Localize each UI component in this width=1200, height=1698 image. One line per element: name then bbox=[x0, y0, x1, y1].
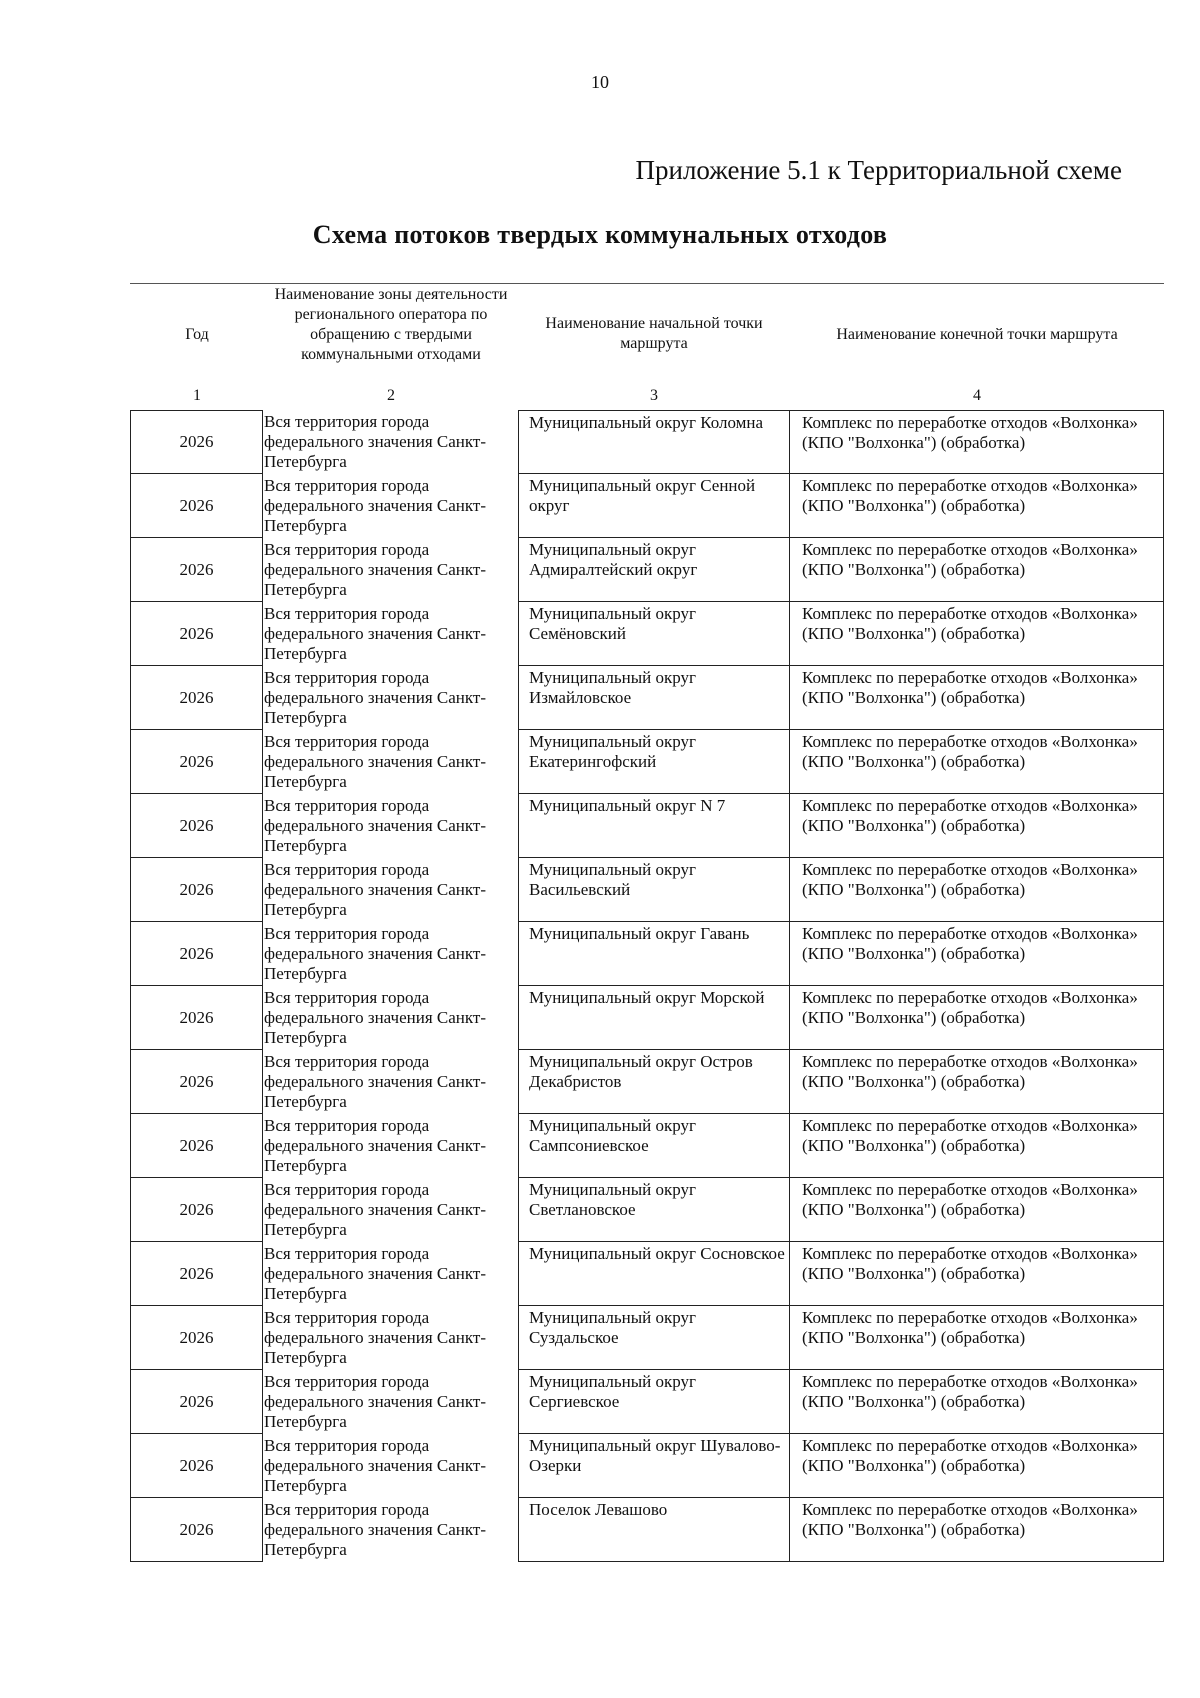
end-point-cell-text: Комплекс по переработке отходов «Волхонка» (КПО "Волхонка") (обработка) bbox=[802, 1052, 1138, 1091]
year-cell bbox=[130, 1370, 263, 1434]
table-row bbox=[130, 1370, 1164, 1434]
table-row bbox=[130, 1050, 1164, 1114]
end-point-cell-text: Комплекс по переработке отходов «Волхонка» (КПО "Волхонка") (обработка) bbox=[802, 1500, 1138, 1539]
end-point-cell bbox=[790, 986, 1164, 1050]
table-row bbox=[130, 1178, 1164, 1242]
header-start-point: Наименование начальной точки маршрута bbox=[545, 315, 763, 352]
zone-cell-text: Вся территория города федерального значения Санкт-Петербурга bbox=[264, 540, 487, 599]
table-row bbox=[130, 730, 1164, 794]
year-cell bbox=[130, 1050, 263, 1114]
year-cell bbox=[130, 922, 263, 986]
end-point-cell bbox=[790, 858, 1164, 922]
table-row bbox=[130, 986, 1164, 1050]
start-point-cell-text: Муниципальный округ Семёновский bbox=[529, 604, 696, 643]
zone-cell-text: Вся территория города федерального значения Санкт-Петербурга bbox=[264, 604, 487, 663]
end-point-cell-text: Комплекс по переработке отходов «Волхонка» (КПО "Волхонка") (обработка) bbox=[802, 988, 1138, 1027]
end-point-cell bbox=[790, 1434, 1164, 1498]
start-point-cell-text: Муниципальный округ Суздальское bbox=[529, 1308, 696, 1347]
start-point-cell-text: Муниципальный округ Сосновское bbox=[529, 1244, 785, 1263]
start-point-cell-text: Муниципальный округ Светлановское bbox=[529, 1180, 696, 1219]
end-point-cell bbox=[790, 538, 1164, 602]
year-cell-text: 2026 bbox=[179, 432, 214, 451]
start-point-cell-text: Муниципальный округ Измайловское bbox=[529, 668, 696, 707]
end-point-cell bbox=[790, 1498, 1164, 1562]
year-cell bbox=[130, 794, 263, 858]
zone-cell-text: Вся территория города федерального значения Санкт-Петербурга bbox=[264, 1180, 487, 1239]
start-point-cell bbox=[518, 730, 790, 794]
table-row bbox=[130, 922, 1164, 986]
zone-cell-text: Вся территория города федерального значения Санкт-Петербурга bbox=[264, 860, 487, 919]
year-cell bbox=[130, 1242, 263, 1306]
start-point-cell bbox=[518, 1178, 790, 1242]
year-cell-text: 2026 bbox=[179, 623, 214, 643]
zone-cell-text: Вся территория города федерального значения Санкт-Петербурга bbox=[264, 1372, 487, 1431]
end-point-cell bbox=[790, 1114, 1164, 1178]
table-row bbox=[130, 1242, 1164, 1306]
start-point-cell-text: Муниципальный округ Шувалово-Озерки bbox=[529, 1436, 781, 1475]
header-zone: Наименование зоны деятельности регионального оператора по обращению с твердыми коммунальными отходами bbox=[274, 286, 508, 363]
start-point-cell bbox=[518, 1434, 790, 1498]
year-cell bbox=[130, 602, 263, 666]
year-cell-text: 2026 bbox=[179, 879, 214, 899]
header-year: Год bbox=[185, 326, 209, 343]
end-point-cell bbox=[790, 1050, 1164, 1114]
column-number: 1 bbox=[193, 387, 201, 404]
zone-cell-text: Вся территория города федерального значения Санкт-Петербурга bbox=[264, 796, 487, 855]
end-point-cell bbox=[790, 730, 1164, 794]
year-cell bbox=[130, 986, 263, 1050]
year-cell-text: 2026 bbox=[179, 1455, 214, 1475]
zone-cell-text: Вся территория города федерального значения Санкт-Петербурга bbox=[264, 988, 487, 1047]
table-row bbox=[130, 1114, 1164, 1178]
end-point-cell bbox=[790, 666, 1164, 730]
end-point-cell bbox=[790, 410, 1164, 474]
end-point-cell-text: Комплекс по переработке отходов «Волхонка» (КПО "Волхонка") (обработка) bbox=[802, 796, 1138, 835]
year-cell-text: 2026 bbox=[179, 687, 214, 707]
table-row bbox=[130, 602, 1164, 666]
table-row bbox=[130, 794, 1164, 858]
end-point-cell-text: Комплекс по переработке отходов «Волхонка» (КПО "Волхонка") (обработка) bbox=[802, 732, 1138, 771]
end-point-cell-text: Комплекс по переработке отходов «Волхонка» (КПО "Волхонка") (обработка) bbox=[802, 413, 1138, 452]
zone-cell-text: Вся территория города федерального значения Санкт-Петербурга bbox=[264, 1308, 487, 1367]
year-cell bbox=[130, 666, 263, 730]
end-point-cell-text: Комплекс по переработке отходов «Волхонка» (КПО "Волхонка") (обработка) bbox=[802, 604, 1138, 643]
zone-cell-text: Вся территория города федерального значения Санкт-Петербурга bbox=[264, 732, 487, 791]
year-cell bbox=[130, 1306, 263, 1370]
start-point-cell bbox=[518, 474, 790, 538]
year-cell-text: 2026 bbox=[179, 495, 214, 515]
start-point-cell bbox=[518, 538, 790, 602]
year-cell-text: 2026 bbox=[179, 559, 214, 579]
column-number: 3 bbox=[650, 387, 658, 404]
end-point-cell-text: Комплекс по переработке отходов «Волхонка» (КПО "Волхонка") (обработка) bbox=[802, 1180, 1138, 1219]
year-cell bbox=[130, 1114, 263, 1178]
end-point-cell-text: Комплекс по переработке отходов «Волхонка» (КПО "Волхонка") (обработка) bbox=[802, 1372, 1138, 1411]
end-point-cell-text: Комплекс по переработке отходов «Волхонка» (КПО "Волхонка") (обработка) bbox=[802, 668, 1138, 707]
end-point-cell bbox=[790, 1306, 1164, 1370]
year-cell bbox=[130, 1434, 263, 1498]
start-point-cell bbox=[518, 602, 790, 666]
start-point-cell-text: Муниципальный округ Екатерингофский bbox=[529, 732, 696, 771]
zone-cell-text: Вся территория города федерального значения Санкт-Петербурга bbox=[264, 924, 487, 983]
appendix-heading: Приложение 5.1 к Территориальной схеме bbox=[635, 155, 1122, 185]
table-row bbox=[130, 666, 1164, 730]
header-rule bbox=[130, 283, 1164, 284]
year-cell bbox=[130, 1498, 263, 1562]
start-point-cell bbox=[518, 922, 790, 986]
zone-cell-text: Вся территория города федерального значения Санкт-Петербурга bbox=[264, 1052, 487, 1111]
table-row bbox=[130, 538, 1164, 602]
year-cell-text: 2026 bbox=[179, 751, 214, 771]
year-cell-text: 2026 bbox=[179, 943, 214, 963]
column-number: 2 bbox=[387, 387, 395, 404]
start-point-cell bbox=[518, 858, 790, 922]
year-cell-text: 2026 bbox=[179, 1135, 214, 1155]
end-point-cell-text: Комплекс по переработке отходов «Волхонка» (КПО "Волхонка") (обработка) bbox=[802, 1436, 1138, 1475]
end-point-cell-text: Комплекс по переработке отходов «Волхонка» (КПО "Волхонка") (обработка) bbox=[802, 860, 1138, 899]
end-point-cell-text: Комплекс по переработке отходов «Волхонка» (КПО "Волхонка") (обработка) bbox=[802, 1244, 1138, 1283]
year-cell-text: 2026 bbox=[179, 1519, 214, 1539]
end-point-cell bbox=[790, 1178, 1164, 1242]
start-point-cell-text: Поселок Левашово bbox=[529, 1500, 668, 1519]
year-cell bbox=[130, 538, 263, 602]
end-point-cell-text: Комплекс по переработке отходов «Волхонка» (КПО "Волхонка") (обработка) bbox=[802, 476, 1138, 515]
end-point-cell-text: Комплекс по переработке отходов «Волхонка» (КПО "Волхонка") (обработка) bbox=[802, 1308, 1138, 1347]
end-point-cell-text: Комплекс по переработке отходов «Волхонка» (КПО "Волхонка") (обработка) bbox=[802, 1116, 1138, 1155]
year-cell-text: 2026 bbox=[179, 1391, 214, 1411]
zone-cell-text: Вся территория города федерального значения Санкт-Петербурга bbox=[264, 412, 487, 471]
start-point-cell bbox=[518, 1242, 790, 1306]
end-point-cell-text: Комплекс по переработке отходов «Волхонка» (КПО "Волхонка") (обработка) bbox=[802, 540, 1138, 579]
year-cell bbox=[130, 1178, 263, 1242]
start-point-cell-text: Муниципальный округ Васильевский bbox=[529, 860, 696, 899]
start-point-cell-text: Муниципальный округ Сенной округ bbox=[529, 476, 756, 515]
end-point-cell bbox=[790, 602, 1164, 666]
start-point-cell bbox=[518, 1114, 790, 1178]
year-cell bbox=[130, 858, 263, 922]
zone-cell-text: Вся территория города федерального значения Санкт-Петербурга bbox=[264, 1116, 487, 1175]
year-cell-text: 2026 bbox=[179, 1071, 214, 1091]
start-point-cell-text: Муниципальный округ Остров Декабристов bbox=[529, 1052, 753, 1091]
end-point-cell-text: Комплекс по переработке отходов «Волхонка» (КПО "Волхонка") (обработка) bbox=[802, 924, 1138, 963]
year-cell-text: 2026 bbox=[179, 1007, 214, 1027]
start-point-cell bbox=[518, 1306, 790, 1370]
start-point-cell bbox=[518, 986, 790, 1050]
table-row bbox=[130, 474, 1164, 538]
start-point-cell-text: Муниципальный округ Коломна bbox=[529, 413, 764, 432]
year-cell-text: 2026 bbox=[179, 815, 214, 835]
year-cell bbox=[130, 730, 263, 794]
start-point-cell-text: Муниципальный округ Сампсониевское bbox=[529, 1116, 696, 1155]
year-cell-text: 2026 bbox=[179, 1199, 214, 1219]
start-point-cell bbox=[518, 794, 790, 858]
end-point-cell bbox=[790, 474, 1164, 538]
column-number: 4 bbox=[973, 387, 981, 404]
start-point-cell bbox=[518, 1050, 790, 1114]
table-row bbox=[130, 1498, 1164, 1562]
end-point-cell bbox=[790, 1242, 1164, 1306]
year-cell-text: 2026 bbox=[179, 1327, 214, 1347]
zone-cell-text: Вся территория города федерального значения Санкт-Петербурга bbox=[264, 476, 487, 535]
table-row bbox=[130, 410, 1164, 474]
year-cell-text: 2026 bbox=[179, 1263, 214, 1283]
table-row bbox=[130, 858, 1164, 922]
start-point-cell-text: Муниципальный округ Морской bbox=[529, 988, 765, 1007]
zone-cell-text: Вся территория города федерального значения Санкт-Петербурга bbox=[264, 668, 487, 727]
start-point-cell bbox=[518, 1498, 790, 1562]
header-end-point: Наименование конечной точки маршрута bbox=[836, 326, 1118, 343]
start-point-cell-text: Муниципальный округ Сергиевское bbox=[529, 1372, 696, 1411]
end-point-cell bbox=[790, 794, 1164, 858]
start-point-cell-text: Муниципальный округ Гавань bbox=[529, 924, 750, 943]
start-point-cell bbox=[518, 666, 790, 730]
page-number: 10 bbox=[591, 72, 609, 92]
zone-cell-text: Вся территория города федерального значения Санкт-Петербурга bbox=[264, 1500, 487, 1559]
start-point-cell bbox=[518, 410, 790, 474]
end-point-cell bbox=[790, 922, 1164, 986]
year-cell bbox=[130, 474, 263, 538]
document-title: Схема потоков твердых коммунальных отходов bbox=[312, 220, 888, 249]
table-row bbox=[130, 1434, 1164, 1498]
end-point-cell bbox=[790, 1370, 1164, 1434]
start-point-cell bbox=[518, 1370, 790, 1434]
year-cell bbox=[130, 410, 263, 474]
table-row bbox=[130, 1306, 1164, 1370]
start-point-cell-text: Муниципальный округ Адмиралтейский округ bbox=[529, 540, 698, 579]
zone-cell-text: Вся территория города федерального значения Санкт-Петербурга bbox=[264, 1436, 487, 1495]
zone-cell-text: Вся территория города федерального значения Санкт-Петербурга bbox=[264, 1244, 487, 1303]
flows-table bbox=[130, 410, 1164, 1562]
start-point-cell-text: Муниципальный округ N 7 bbox=[529, 796, 726, 815]
